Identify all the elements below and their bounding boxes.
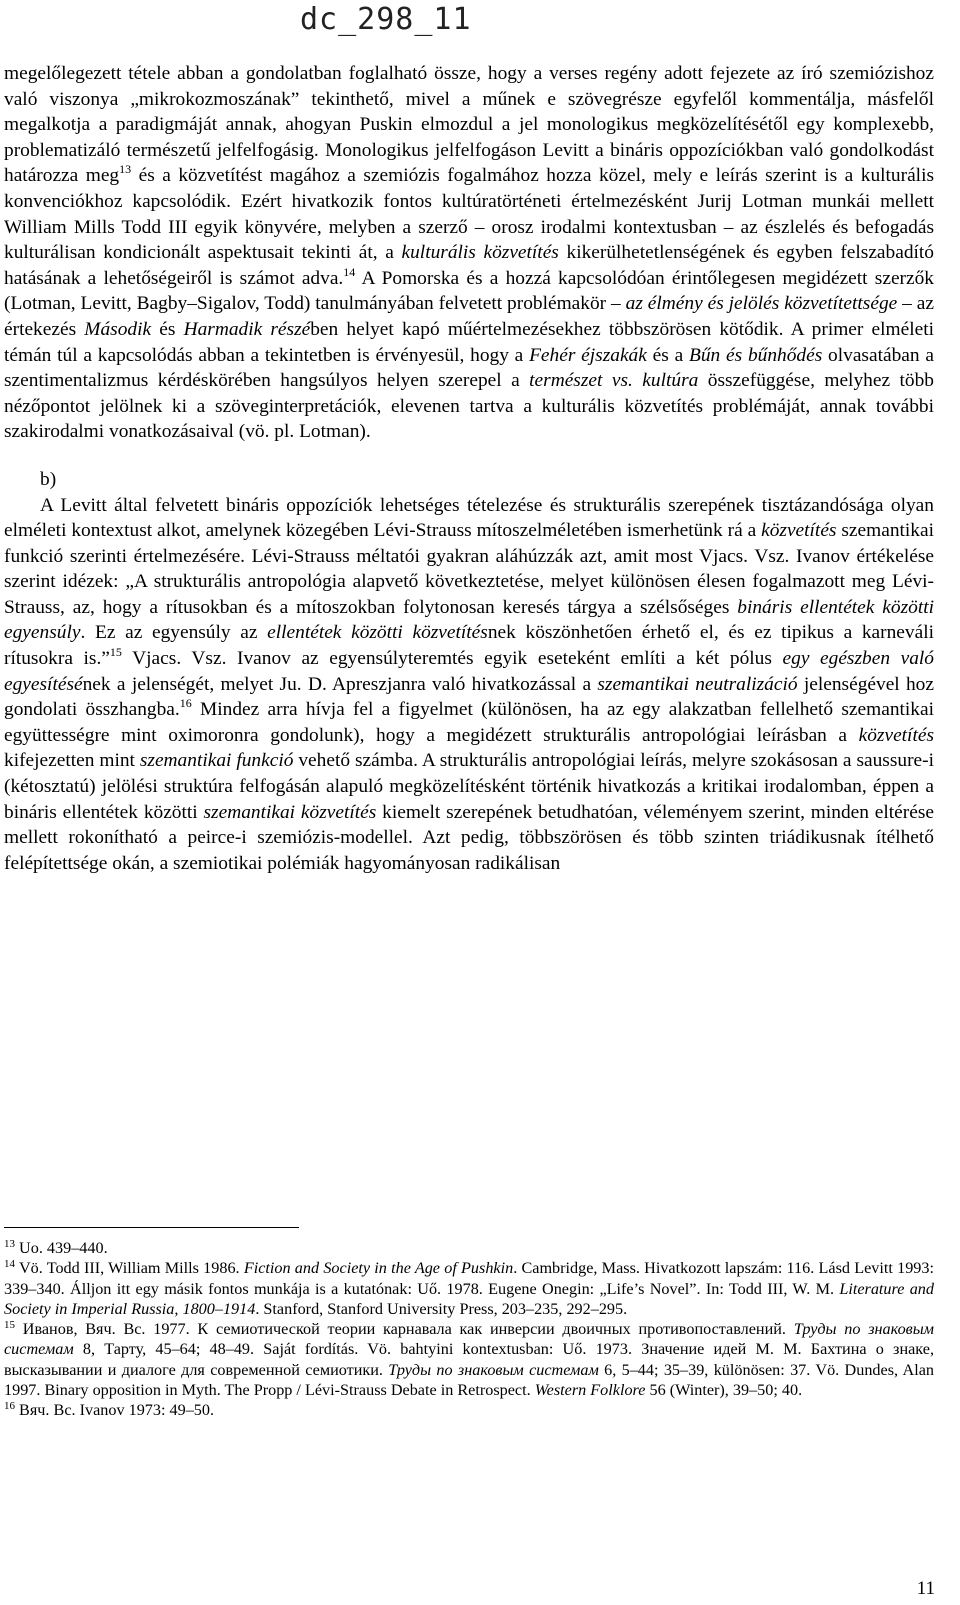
italic-span: Harmadik részé xyxy=(183,318,311,340)
text-span: összefüggése, melyhez több nézőpontot jelölnek ki a szöveginterpretációk, elevenen tartva a kulturális közvetítés problémáját, annak további szakirodalmi vonatkozásaival (vö. pl. Lotman). xyxy=(4,370,934,443)
text-span: kifejezetten mint xyxy=(4,750,140,772)
paragraph-b xyxy=(4,493,934,877)
text-span: Вяч. Вс. Ivanov 1973: 49–50. xyxy=(15,1401,215,1420)
italic-span: Bűn és bűnhődés xyxy=(688,344,823,366)
text-span: 56 (Winter), 39–50; 40. xyxy=(645,1381,803,1400)
footnote-13 xyxy=(4,1238,934,1258)
text-span: és a közvetítést magához a szemiózis fogalmához hozza közel, mely e leírás szerint is a kulturális konvenciókhoz kapcsolódik. Ezért hivatkozik fontos kultúratörténeti értelmezésként Jurij Lotman munkái mellett William Mills Todd III egyik könyvére, melyben a szerző – orosz irodalmi kontextusban – az észlelés és befogadás kulturálisan kondicionált aspektusait tekinti át, a xyxy=(4,165,934,264)
text-span: 8, Тарту, 45–64; 48–49. Saját fordítás. Vö. bahtyini kontextusban: Uő. 1973. Значение идей М. М. Бахтина о знаке, высказывании и диалоге для современной семиотики. xyxy=(4,1340,934,1379)
text-span: Mindez arra hívja fel a figyelmet (különösen, ha az egy alakzatban fellelhető szemantikai együttességre mint oximoronra gondolunk), hogy a megidézett strukturális antropológiai leírásban a xyxy=(4,699,934,746)
italic-span: Труды по знаковым системам xyxy=(4,1320,935,1359)
text-span: szemantikai funkció szerinti értelmezésére. Lévi-Strauss méltatói gyakran aláhúzzák azt, amit most Vjacs. Vsz. Ivanov értékelése szerint idézek: „A strukturális antropológia alapvető következtetése, melyet különösen élesen fogalmazott meg Lévi-Strauss, az, hogy a rítusokban és a mítoszokban folytonosan keresés tárgya a szélsőséges xyxy=(4,520,934,618)
footnote-marker: 13 xyxy=(119,162,132,177)
text-span: kiemelt szerepének betudhatóan, véleményem szerint, minden eltérése mellett rokonítható a peirce-i szemiózis-modellel. Azt pedig, többszörösen és több szinten triádikusnak ítélhető felépítettsége okán, a szemiotikai polémiák hagyományosan radikálisan xyxy=(4,801,935,874)
italic-span: kulturális közvetítés xyxy=(401,242,559,264)
text-span: – az értekezés xyxy=(4,293,934,340)
italic-span: egy egészben való egyesítésé xyxy=(4,648,934,695)
italic-span: Fehér éjszakák xyxy=(529,344,647,366)
text-span: kikerülhetetlenségének és egyben felszabadító hatásának a lehetőségeiről is számot adva. xyxy=(4,242,934,289)
text-span: . Stanford, Stanford University Press, 203–235, 292–295. xyxy=(255,1299,628,1318)
text-span: jelenségével hoz gondolati összhangba. xyxy=(4,673,934,721)
text-span: és a xyxy=(646,344,689,366)
footnote-separator xyxy=(4,1227,299,1228)
footnote-marker: 15 xyxy=(4,1319,15,1332)
italic-span: ellentétek közötti közvetítés xyxy=(267,622,488,644)
text-span: vehető számba. A strukturális antropológiai leírás, melyre szokásosan a saussure-i (kétosztatú) jelölési struktúra felfogásán alapuló megközelítésként történik hivatkozás a kritikai irodalomban, éppen a bináris ellentétek közötti xyxy=(4,750,934,823)
text-span: nek köszönhetően érhető el, és ez tipikus a karneváli rítusokra is.” xyxy=(4,622,934,670)
text-span: és xyxy=(151,318,184,340)
footnote-15 xyxy=(4,1319,934,1400)
italic-span: természet vs. kultúra xyxy=(529,370,699,392)
italic-span: az élmény és jelölés közvetítettsége xyxy=(625,293,898,315)
italic-span: Második xyxy=(84,318,152,340)
italic-span: közvetítés xyxy=(858,724,934,746)
text-span: Vjacs. Vsz. Ivanov az egyensúlyteremtés egyik eseteként említi a két pólus xyxy=(121,648,783,670)
text-span: olvasatában a szentimentalizmus kérdéskörében hangsúlyos helyen szerepel a xyxy=(4,344,934,392)
footnote-marker: 13 xyxy=(4,1238,15,1250)
italic-span: bináris ellentétek közötti egyensúly xyxy=(4,596,934,644)
text-span: 6, 5–44; 35–39, különösen: 37. Vö. Dundes, Alan 1997. Binary opposition in Myth. The Propp / Lévi-Strauss Debate in Retrospect. xyxy=(4,1360,934,1400)
italic-span: Труды по знаковым системам xyxy=(388,1360,599,1379)
italic-span: Western Folklore xyxy=(534,1381,646,1400)
text-span: Uo. 439–440. xyxy=(15,1239,108,1257)
text-span: A Pomorska és a hozzá kapcsolódóan érintőlegesen megidézett szerzők (Lotman, Levitt, Bagby–Sigalov, Todd) tanulmányában felvetett problémakör – xyxy=(4,267,935,315)
section-label-b: b) xyxy=(40,468,57,490)
footnote-marker: 16 xyxy=(179,696,192,711)
italic-span: Literature and Society in Imperial Russia, 1800–1914 xyxy=(4,1279,934,1318)
text-span: Vö. Todd III, William Mills 1986. xyxy=(15,1259,244,1278)
text-span: . Ez az egyensúly az xyxy=(80,622,268,644)
italic-span: szemantikai közvetítés xyxy=(203,801,377,823)
text-span: megelőlegezett tétele abban a gondolatban foglalható össze, hogy a verses regény adott fejezete az író szemiózishoz való viszonya „mikrokozmoszának” tekinthető, mivel a műnek e szövegrésze egyfelől kommentálja, másfelől megalkotja a paradigmáját annak, ahogyan Puskin elmozdul a jel monologikus megközelítésétől egy komplexebb, problematizáló természetű jelfelfogásig. Monologikus jelfelfogáson Levitt a bináris oppozíciókban való gondolkodást határozza meg xyxy=(4,63,934,187)
text-span: ben helyet kapó műértelmezésekhez többszörösen kötődik. A primer elméleti témán túl a kapcsolódás abban a tekintetben is érvényesül, hogy a xyxy=(4,318,934,366)
document-id-header: dc_298_11 xyxy=(300,2,472,37)
footnote-marker: 15 xyxy=(109,645,122,660)
footnote-marker: 14 xyxy=(343,264,356,279)
text-span: . Cambridge, Mass. Hivatkozott lapszám: 116. Lásd Levitt 1993: 339–340. Álljon itt egy másik fontos munkája is a kutatónak: Uő. 1978. Eugene Onegin: „Life’s Novel”. In: Todd III, W. M. xyxy=(4,1259,934,1298)
text-span: nek a jelenségét, melyet Ju. D. Apreszjanra való hivatkozással a xyxy=(82,673,598,695)
text-span: A Levitt által felvetett bináris oppozíciók lehetséges tételezése és strukturális szerepének tisztázandósága olyan elméleti kontextust alkot, amelynek közegében Lévi-Strauss mítoszelméletében ismerhetünk rá a xyxy=(4,494,934,542)
text-span: Иванов, Вяч. Вс. 1977. К семиотической теории карнавала как инверсии двоичных противопоставлений. xyxy=(15,1320,794,1339)
footnote-marker: 14 xyxy=(4,1258,15,1271)
page-number: 11 xyxy=(916,1578,935,1599)
paragraph-a xyxy=(4,61,934,445)
italic-span: szemantikai funkció xyxy=(139,750,294,772)
main-text xyxy=(4,61,934,876)
footnotes xyxy=(4,1238,934,1421)
italic-span: szemantikai neutralizáció xyxy=(597,673,798,695)
footnote-16 xyxy=(4,1400,934,1420)
footnote-marker: 16 xyxy=(4,1400,15,1413)
italic-span: Fiction and Society in the Age of Pushkin xyxy=(243,1259,514,1278)
italic-span: közvetítés xyxy=(761,520,837,542)
footnote-14 xyxy=(4,1258,934,1319)
